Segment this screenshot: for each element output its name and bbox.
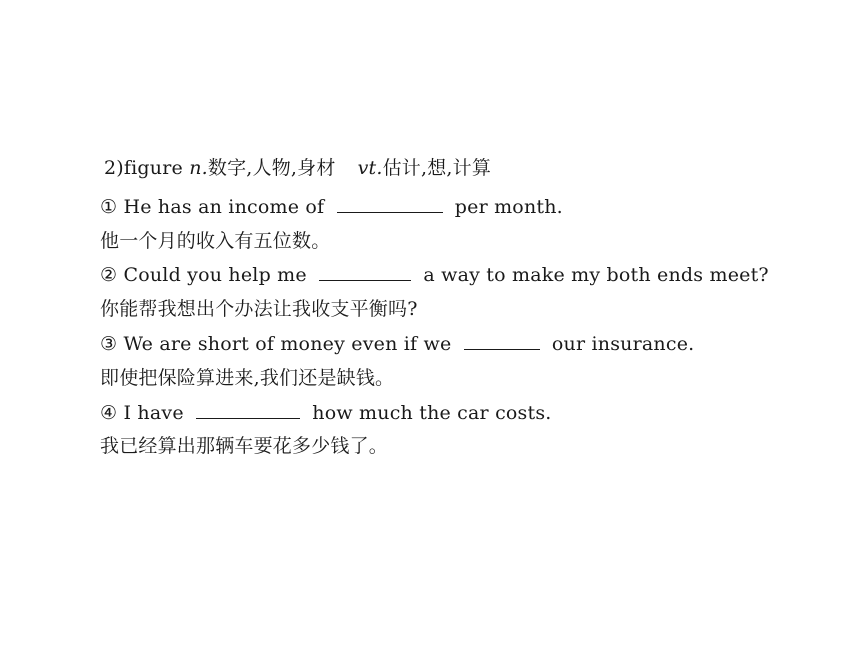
item-marker: ② (100, 264, 118, 286)
item-marker: ④ (100, 402, 118, 424)
item-marker: ③ (100, 333, 118, 355)
example-sentence-3 (100, 331, 694, 356)
sentence-after-blank: per month. (454, 196, 563, 218)
verb-meaning: 估计,想,计算 (382, 157, 492, 179)
sentence-before-blank: We are short of money even if we (123, 333, 452, 355)
sentence-before-blank: I have (123, 402, 184, 424)
vocab-heading (104, 156, 491, 180)
translation-3: 即使把保险算进来,我们还是缺钱。 (100, 367, 395, 389)
item-marker: ① (100, 196, 118, 218)
sentence-after-blank: our insurance. (551, 333, 695, 355)
heading-word: figure (123, 157, 183, 179)
pos-verb: vt. (357, 157, 383, 179)
answer-blank-4[interactable] (196, 400, 300, 419)
example-sentence-2 (100, 262, 769, 287)
sentence-after-blank: how much the car costs. (312, 402, 552, 424)
sentence-after-blank: a way to make my both ends meet? (423, 264, 769, 286)
translation-1: 他一个月的收入有五位数。 (100, 230, 331, 252)
noun-meaning: 数字,人物,身材 (207, 157, 336, 179)
sentence-before-blank: He has an income of (123, 196, 325, 218)
sentence-before-blank: Could you help me (123, 264, 307, 286)
answer-blank-2[interactable] (319, 262, 411, 281)
translation-4: 我已经算出那辆车要花多少钱了。 (100, 435, 389, 457)
example-sentence-4 (100, 400, 552, 425)
translation-2: 你能帮我想出个办法让我收支平衡吗? (100, 298, 418, 320)
answer-blank-1[interactable] (337, 194, 443, 213)
pos-noun: n. (189, 157, 208, 179)
example-sentence-1 (100, 194, 563, 219)
heading-number: 2) (104, 157, 124, 179)
answer-blank-3[interactable] (464, 331, 540, 350)
